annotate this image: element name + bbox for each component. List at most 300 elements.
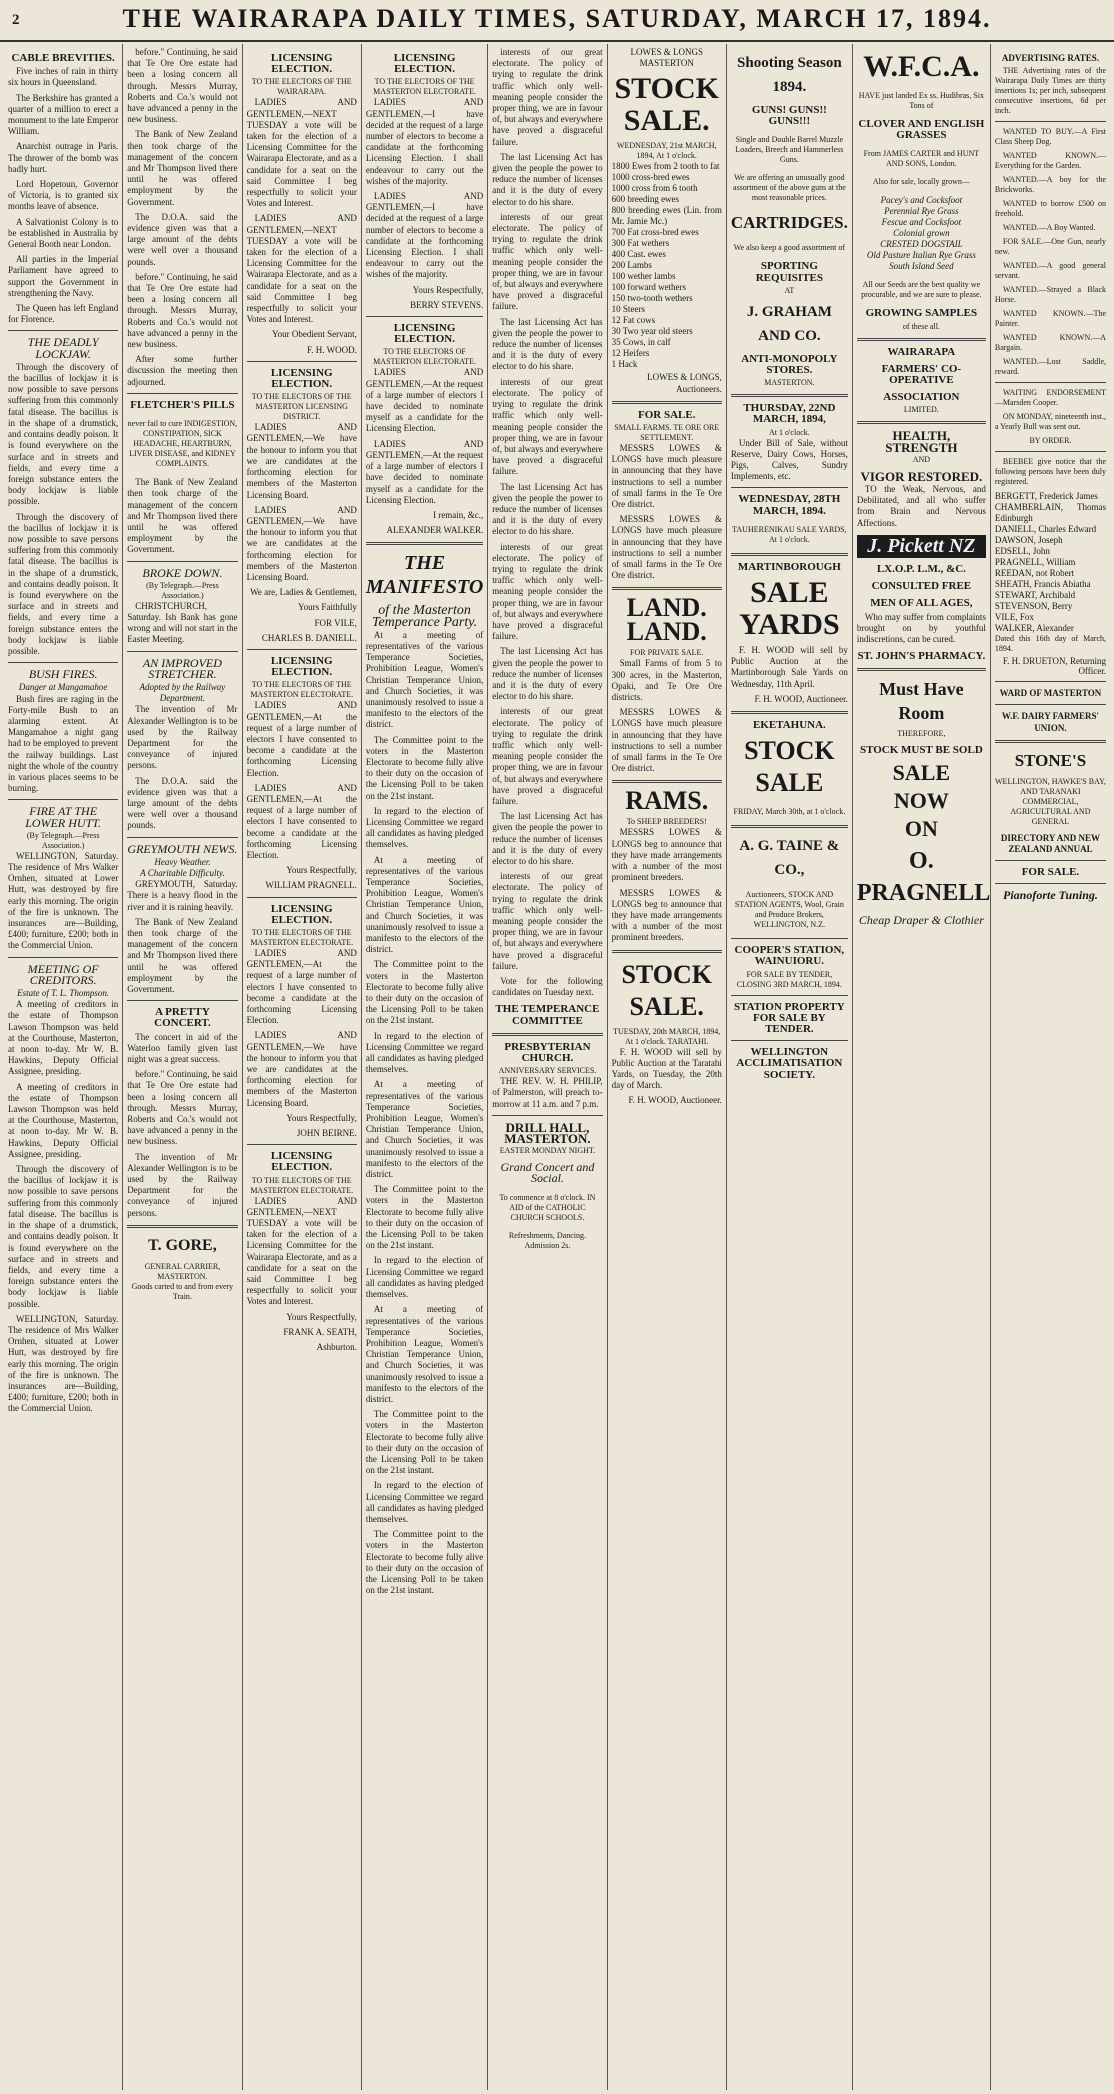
heading-pragnell: O. PRAGNELL (856, 847, 991, 906)
divider (731, 394, 848, 397)
advert-anti-monopoly: ANTI-MONOPOLY STORES. (741, 352, 838, 377)
stock-list-item: 12 Fat cows (611, 315, 656, 326)
paragraph: Through the discovery of the bacillus of lockjaw it is now possible to save persons suffering from this commonly fatal disease. The bacillus is in the shape of a drumstick, and contains deadly poison. It is found everywhere on the surface and in streets and fields, and every time a foreign substance enters the body lockjaw is liable possible. (8, 361, 119, 507)
divider (127, 1000, 237, 1001)
candidate-name: STEVENSON, Berry (994, 601, 1073, 612)
paragraph: interests of our great electorate. The policy of trying to regulate the drink traffic which only well-meaning people consider the proper thing, we are in favour of, but always and everywhere have proved a disgraceful failure. (492, 706, 603, 806)
subheading: FOR PRIVATE SALE. (630, 648, 704, 658)
stock-list-item: 1000 cross from 6 tooth (611, 183, 698, 194)
stock-list-item: 10 Steers (611, 304, 645, 315)
paragraph: The Committee point to the voters in the Masterton Electorate to become fully alive to their duty on the occasion of the Licensing Poll to be taken on the 21st instant. (365, 1529, 484, 1596)
divider (995, 121, 1106, 122)
stock-list-item: 400 Cast. ewes (611, 249, 666, 260)
signature: I remain, &c., (433, 509, 484, 520)
classified-item: WANTED KNOWN.—A Bargain. (994, 333, 1107, 353)
stock-list-item: 600 breeding ewes (611, 194, 680, 205)
divider (247, 1144, 357, 1145)
divider (247, 897, 357, 898)
divider (731, 1040, 848, 1041)
heading-guns: GUNS! GUNS!! GUNS!!! (751, 104, 827, 128)
paragraph: interests of our great electorate. The policy of trying to regulate the drink traffic which only well-meaning people consider the proper thing, we are in favour of, but always and everywhere have proved a disgraceful failure. (492, 47, 603, 147)
seed-list-item: South Island Seed (889, 261, 954, 272)
classified-item: WANTED.—Strayed a Black Horse. (994, 285, 1107, 305)
heading-greymouth-news: GREYMOUTH NEWS. (127, 841, 238, 856)
heading-acclimatisation: WELLINGTON ACCLIMATISATION SOCIETY. (736, 1046, 843, 1081)
paragraph: interests of our great electorate. The policy of trying to regulate the drink traffic which only well-meaning people consider the proper thing, we are in favour of, but always and everywhere have proved a disgraceful failure. (492, 376, 603, 477)
heading-licensing-election: LICENSING ELECTION. (270, 902, 333, 926)
heading-rams: RAMS. (625, 786, 709, 816)
subheading: A Charitable Difficulty. (140, 867, 225, 878)
divider (995, 740, 1106, 743)
heading-must-have-room: Must Have Room (879, 679, 964, 724)
stock-list (612, 161, 722, 370)
subheading: COMMERCIAL, AGRICULTURAL AND GENERAL (1010, 796, 1091, 826)
divider (492, 1033, 602, 1036)
subheading: TO THE ELECTORS OF THE MASTERTON LICENSING DISTRICT. (251, 392, 352, 422)
signature: We are, Ladies & Gentlemen, (250, 587, 357, 598)
candidate-name: SHEATH, Francis Abiatha (994, 579, 1091, 590)
paragraph: LADIES AND GENTLEMEN,—We have the honour to inform you that we are candidates at the forthcoming election for members of the Masterton Licensing Board. (246, 1030, 357, 1108)
paragraph: MESSRS LOWES & LONGS have much pleasure in announcing that they have instructions to sell a number of small farms in the Te Ore Ore district. (611, 443, 722, 510)
paragraph: The Bank of New Zealand then took charge of the management of the concern and Mr Thompson lived there until he was offered employment by the Government. (127, 129, 238, 207)
signature: WILLIAM PRAGNELL. (265, 880, 357, 891)
subheading: Heavy Weather. (154, 856, 211, 867)
paragraph: At a meeting of representatives of the various Temperance Societies, Prohibition League, Women's Christian Temperance Union, and Church Societies, it was unanimously resolved to issue a manifesto to the electors of the district. (365, 629, 484, 730)
subheading: CLOSING 3RD MARCH, 1894. (736, 979, 842, 989)
signature: Yours Respectfully, (412, 284, 484, 295)
stock-list-item: 35 Cows, in calf (611, 337, 671, 348)
paragraph: before." Continuing, he said that Te Ore Ore estate had been a losing concern all through. Messrs Murray, Roberts and Co.'s would not have advanced a penny in the new business. (127, 1069, 238, 1147)
signature: F. H. WOOD, Auctioneer. (754, 693, 848, 704)
divider (857, 421, 986, 424)
advert-text: AT (784, 285, 795, 295)
advert-text: Refreshments, Dancing. Admission 2s. (508, 1230, 586, 1250)
divider (492, 1115, 602, 1116)
stock-list-item: 800 breeding ewes (Lin. from Mr. Jamie Mc.) (611, 205, 722, 227)
advert-text: To commence at 8 o'clock. IN AID of the CATHOLIC CHURCH SCHOOLS. (499, 1192, 596, 1222)
column-7 (727, 44, 853, 2090)
subheading: TO THE ELECTORS OF THE MASTERTON ELECTORATE. (250, 928, 354, 947)
heading-sale: SALE (892, 759, 951, 785)
column-1 (4, 44, 123, 2090)
paragraph: The Bank of New Zealand then took charge of the management of the concern and Mr Thompson lived there until he was offered employment by the Government. (127, 477, 238, 555)
signature: F. H. DRUETON, Returning Officer. (1002, 656, 1107, 677)
paragraph: The Berkshire has granted a quarter of a million to erect a monument to the late Emperor William. (8, 92, 119, 137)
paragraph: The Queen has left England for Florence. (8, 303, 119, 325)
heading-sale-date: WEDNESDAY, 28TH MARCH, 1894. (738, 493, 841, 517)
heading-manifesto: THE MANIFESTO (365, 552, 484, 599)
candidate-name: REEDAN, not Robert (994, 568, 1075, 579)
heading-sale-yards: SALE YARDS (739, 576, 840, 642)
paragraph: The last Licensing Act has given the people the power to reduce the number of licenses and it is the duty of every elector to do his share. (492, 316, 603, 372)
paragraph: MESSRS LOWES & LONGS have much pleasure in announcing that they have instructions to sell a number of small farms in the Te Ore Ore district. (611, 514, 722, 581)
seed-list-item: Colonial grown (893, 228, 950, 239)
signature: F. H. WOOD, Auctioneer. (628, 1095, 722, 1106)
heading-advertising-rates: ADVERTISING RATES. (1001, 53, 1099, 63)
paragraph: The Committee point to the voters in the Masterton Electorate to become fully alive to their duty on the occasion of the Licensing Poll to be taken on the 21st instant. (365, 734, 484, 801)
stock-list-item: 100 wether lambs (611, 271, 676, 282)
heading-stones: STONE'S (1014, 750, 1087, 770)
heading-sale-date: THURSDAY, 22ND MARCH, 1894, (743, 402, 836, 426)
heading-coopers-station: COOPER'S STATION, WAINUIORU. (734, 944, 845, 968)
advert-text: TAUHERENIKAU SALE YARDS, At 1 o'clock. (732, 524, 847, 544)
heading-improved-stretcher: AN IMPROVED STRETCHER. (142, 655, 222, 681)
heading-on: ON (904, 815, 938, 841)
paragraph: Lord Hopetoun, Governor of Victoria, is to granted six months leave of absence. (8, 179, 119, 212)
paragraph: GREYMOUTH, Saturday. There is a heavy flood in the river and it is raining heavily. (127, 879, 238, 912)
paragraph: In regard to the election of Licensing Committee we regard all candidates as having pledged themselves. (365, 1480, 484, 1524)
heading-vigor: VIGOR RESTORED. (860, 468, 983, 484)
heading-men-all-ages: MEN OF ALL AGES, (870, 597, 973, 610)
paragraph: THE Advertising rates of the Wairarapa Daily Times are thirty insertions 1s; per inch, subsequent consecutive insertions, 6d per inch. (994, 66, 1107, 116)
divider (8, 799, 118, 800)
paragraph: MESSRS LOWES & LONGS beg to announce that they have made arrangements with a number of the most prominent breeders. (611, 887, 722, 943)
paragraph: BEEBEE give notice that the following persons have been duly registered. (994, 457, 1107, 487)
stock-list-item: 1800 Ewes from 2 tooth to fat (611, 161, 720, 172)
signature: Yours Respectfully, (286, 1112, 357, 1123)
column-8 (853, 44, 991, 2090)
heading-stock-must-be-sold: STOCK MUST BE SOLD (859, 744, 983, 757)
heading-stock-sale-2: STOCK SALE. (621, 959, 712, 1021)
advert-taine: A. G. TAINE & CO., (739, 838, 840, 879)
stock-list-item: 12 Heifers (611, 348, 650, 359)
paragraph: WAITING ENDORSEMENT—Marsden Cooper. (994, 388, 1107, 408)
candidate-name: WALKER, Alexander (994, 623, 1074, 634)
heading-directory: DIRECTORY AND NEW ZEALAND ANNUAL (1000, 832, 1101, 855)
divider (995, 883, 1106, 884)
seed-list-item: Perennial Rye Grass (884, 206, 959, 217)
subheading: TO THE ELECTORS OF THE MASTERTON ELECTORATE. (373, 77, 476, 97)
heading-shooting-season: Shooting Season 1894. (737, 55, 842, 95)
classified-item: WANTED.—Lost Saddle, reward. (994, 357, 1107, 377)
advert-text: Auctioneers, STOCK AND STATION AGENTS, Wool, Grain and Produce Brokers, WELLINGTON, N.Z. (734, 890, 844, 930)
paragraph: CHRISTCHURCH, Saturday. Ish Bank has gone wrong and will not start in the Easter Meeting. (127, 600, 238, 645)
paragraph: F. H. WOOD will sell by Public Auction at the Taratahi Yards, on Tuesday, the 20th day of March. (611, 1046, 722, 1091)
divider (731, 995, 848, 996)
paragraph: MESSRS LOWES & LONGS have much pleasure in announcing that they have instructions to sell a number of small farms in the Te Ore Ore district. (611, 707, 722, 774)
advert-text: We also keep a good assortment of (733, 243, 846, 253)
heading-wfca: W.F.C.A. (863, 50, 980, 83)
paragraph: Under Bill of Sale, without Reserve, Dairy Cows, Horses, Pigs, Calves, Sundry Implements, etc. (730, 437, 848, 482)
heading-licensing-election: LICENSING ELECTION. (270, 654, 333, 679)
heading-association: ASSOCIATION (883, 391, 960, 404)
subheading: of these all. (902, 321, 940, 331)
signature: BERRY STEVENS. (410, 299, 484, 310)
paragraph: LADIES AND GENTLEMEN,—I have decided at the request of a large number of electors to become a candidate at the forthcoming Licensing Election. I shall endeavour to carry out the wishes of the majority. (365, 97, 484, 186)
paragraph: LADIES AND GENTLEMEN,—At the request of a large number of electors I have decided to nominate myself as a candidate for the Licensing Election. (365, 438, 484, 505)
paragraph: A meeting of creditors in the estate of Thompson Lawson Thompson was held at the Courthouse, Masterton, at noon to-day. Mr W. B. Hawkins, Deputy Official Assignee, presiding. (8, 999, 119, 1077)
column-9 (991, 44, 1110, 2090)
classified-item: WANTED KNOWN.—The Painter. (994, 309, 1107, 329)
paragraph: The D.O.A. said the evidence given was that a large amount of the debts were well over a thousand pounds. (127, 775, 238, 831)
subheading: At 1 o'clock. (768, 427, 810, 437)
masthead (0, 0, 1114, 42)
paragraph: A meeting of creditors in the estate of Thompson Lawson Thompson was held at the Courthouse, Masterton, at noon to-day. Mr W. B. Hawkins, Deputy Official Assignee, presiding. (8, 1081, 119, 1159)
divider (247, 361, 357, 362)
by-order: BY ORDER. (1029, 436, 1072, 446)
heading-meeting-creditors: MEETING OF CREDITORS. (27, 961, 99, 987)
advert-text: All our Seeds are the best quality we procurable, and we are sure to please. (861, 280, 982, 300)
sale-date: TUESDAY, 20th MARCH, 1894, At 1 o'clock. TARATAHI. (613, 1026, 721, 1046)
advert-header: LOWES & LONGS (630, 47, 703, 57)
candidate-name: DAWSON, Joseph (994, 535, 1063, 546)
divider (8, 662, 118, 663)
stock-list-item: 100 forward wethers (611, 282, 687, 293)
heading-sporting-requisites: SPORTING REQUISITES (755, 260, 823, 284)
divider (857, 668, 986, 671)
paragraph: The Committee point to the voters in the Masterton Electorate to become fully alive to their duty on the occasion of the Licensing Poll to be taken on the 21st instant. (365, 1409, 484, 1476)
divider (731, 553, 848, 556)
heading-bush-fires: BUSH FIRES. (28, 667, 98, 682)
paragraph: The last Licensing Act has given the people the power to reduce the number of licenses and it is the duty of every elector to do his share. (492, 151, 603, 207)
subheading: To SHEEP BREEDERS! (626, 817, 707, 827)
divider (995, 451, 1106, 452)
divider (612, 950, 722, 953)
paragraph: At a meeting of representatives of the various Temperance Societies, Prohibition League, Women's Christian Temperance Union, and Church Societies, it was unanimously resolved to issue a manifesto to the electors of the district. (365, 854, 484, 955)
stock-list-item: 1000 cross-bred ewes (611, 172, 690, 183)
signature: JOHN BEIRNE. (296, 1128, 357, 1139)
signature: LOWES & LONGS, Auctioneers. (647, 372, 722, 394)
paragraph: Who may suffer from complaints brought on by youthful indiscretions, can be cured. (856, 611, 986, 645)
heading-pretty-concert: A PRETTY CONCERT. (154, 1006, 211, 1030)
signature: Yours Faithfully (297, 602, 357, 613)
column-2 (123, 44, 242, 2090)
stock-list-item: 1 Hack (611, 359, 638, 370)
paragraph: The invention of Mr Alexander Wellington is to be used by the Railway Department for the conveyance of injured persons. (127, 1151, 238, 1218)
paragraph: The D.O.A. said the evidence given was that a large amount of the debts were well over a thousand pounds. (127, 211, 238, 267)
paragraph: WELLINGTON, Saturday. The residence of Mrs Walker Ornhen, situated at Lower Hutt, was destroyed by fire early this morning. The origin of the fire is unknown. The insurances are—Building, £400; furniture, £200; both in the Commercial Union. (8, 1313, 119, 1414)
heading-consulted-free: CONSULTED FREE (871, 580, 972, 593)
candidate-name: BERGETT, Frederick James (994, 491, 1098, 502)
advert-text: We are offering an unusually good assortment of the above guns at the most reasonable prices. (732, 173, 846, 203)
signature: FOR VILE, (314, 617, 357, 628)
classified-item: FOR SALE.—One Gun, nearly new. (994, 237, 1107, 257)
candidate-list (995, 491, 1106, 634)
candidate-name: CHAMBERLAIN, Thomas Edinburgh (994, 502, 1107, 524)
divider (127, 1225, 237, 1228)
heading-licensing-election: LICENSING ELECTION. (393, 52, 456, 76)
subheading: Adopted by the Railway Department. (139, 681, 226, 704)
paragraph: The invention of Mr Alexander Wellington is to be used by the Railway Department for the conveyance of injured persons. (127, 704, 238, 771)
heading-cable-brevities: CABLE BREVITIES. (11, 52, 115, 64)
classified-item: WANTED TO BUY.—A First Class Sheep Dog. (994, 127, 1107, 147)
signature: Yours Respectfully, (286, 865, 357, 876)
heading-licensing-election: LICENSING ELECTION. (393, 322, 456, 346)
advert-header: MASTERTON (639, 58, 694, 69)
paragraph: LADIES AND GENTLEMEN,—I have decided at the request of a large number of electors to become a candidate at the forthcoming Licensing Election. I shall endeavour to carry out the wishes of the majority. (365, 191, 484, 280)
heading-eketahuna: EKETAHUNA. (752, 719, 826, 732)
subheading: SMALL FARMS. TE ORE ORE SETTLEMENT. (614, 423, 720, 443)
advert-graham: J. GRAHAM AND CO. (746, 303, 832, 344)
paragraph: At a meeting of representatives of the various Temperance Societies, Prohibition League, Women's Christian Temperance Union, and Church Societies, it was unanimously resolved to issue a manifesto to the electors of the district. (365, 1304, 484, 1404)
advert-gore-line: GENERAL CARRIER, MASTERTON. (144, 1261, 221, 1281)
stock-list-item: 150 two-tooth wethers (611, 293, 693, 304)
advert-text: MASTERTON. (764, 378, 815, 388)
divider (995, 704, 1106, 705)
paragraph: In regard to the election of Licensing Committee we regard all candidates as having pledged themselves. (365, 1030, 484, 1075)
divider (612, 587, 722, 590)
divider (127, 837, 237, 838)
subheading: Danger at Mangamahoe (18, 682, 108, 693)
heading-fletchers-pills: FLETCHER'S PILLS (130, 398, 235, 411)
heading-land: LAND. LAND. (626, 593, 707, 647)
candidate-name: EDSELL, John (994, 546, 1050, 557)
heading-pianoforte: Pianoforte Tuning. (1002, 888, 1098, 903)
heading-for-sale: FOR SALE. (1021, 866, 1080, 879)
subheading: Estate of T. L. Thompson. (17, 988, 110, 999)
paragraph: After some further discussion the meeting then adjourned. (127, 354, 238, 387)
paragraph: F. H. WOOD will sell by Public Auction at the Martinborough Sale Yards on Wednesday, 11th April. (730, 645, 848, 689)
paragraph: The Bank of New Zealand then took charge of the management of the concern and Mr Thompson lived there until he was offered employment by the Government. (127, 916, 238, 995)
subheading: THEREFORE, (897, 729, 946, 739)
classified-item: WANTED to borrow £500 on freehold. (994, 199, 1107, 219)
subheading: TO THE ELECTORS OF MASTERTON ELECTORATE. (373, 347, 476, 367)
heading-martinborough: MARTINBOROUGH (737, 560, 841, 573)
divider (995, 382, 1106, 383)
newspaper-title: THE WAIRARAPA DAILY TIMES, SATURDAY, MARCH 17, 1894. (122, 4, 992, 33)
paragraph: interests of our great electorate. The policy of trying to regulate the drink traffic which only well-meaning people consider the proper thing, we are in favour of, but always and everywhere have proved a disgraceful failure. (492, 871, 603, 971)
subheading: TO THE ELECTORS OF THE WAIRARAPA. (251, 77, 352, 97)
signature: CHARLES B. DANIELL. (261, 632, 357, 643)
heading-pharmacy: ST. JOHN'S PHARMACY. (857, 650, 986, 663)
candidate-name: VILE, Fox (994, 612, 1034, 623)
heading-cartridges: CARTRIDGES. (730, 213, 848, 233)
paragraph: LADIES AND GENTLEMEN,—At the request of a large number of electors I have consented to become a candidate at the forthcoming Licensing Election. (246, 948, 357, 1026)
paragraph: LADIES AND GENTLEMEN,—At the request of a large number of electors I have consented to become a candidate at the forthcoming Licensing Election. (246, 700, 357, 778)
classified-item: WANTED.—A Boy Wanted. (1002, 223, 1096, 233)
classified-item: WANTED.—A good general servant. (994, 261, 1107, 281)
divider (127, 393, 237, 394)
signature: Your Obedient Servant, (272, 329, 357, 340)
paragraph: The Committee point to the voters in the Masterton Electorate to become fully alive to their duty on the occasion of the Licensing Poll to be taken on the 21st instant. (365, 959, 484, 1026)
stock-list-item: 700 Fat cross-bred ewes (611, 227, 699, 238)
sale-date: WEDNESDAY, 21st MARCH, 1894, At 1 o'clock. (616, 141, 717, 161)
paragraph: Anarchist outrage in Paris. The thrower of the bomb was badly hurt. (8, 141, 119, 174)
paragraph: TO the Weak, Nervous, and Debilitated, and all who suffer from Brain and Nervous Affections. (856, 484, 986, 528)
divider (857, 338, 986, 341)
subheading: FOR SALE BY TENDER, (746, 969, 833, 979)
paragraph: LADIES AND GENTLEMEN,—We have the honour to inform you that we are candidates at the forthcoming election for members of the Masterton Licensing Board. (246, 504, 357, 582)
signature: FRANK A. SEATH, (283, 1326, 357, 1337)
subheading: ANNIVERSARY SERVICES. (498, 1066, 597, 1076)
paragraph: LADIES AND GENTLEMEN,—At the request of a large number of electors I have consented to become a candidate at the forthcoming Licensing Election. (246, 782, 357, 860)
heading-clover-grasses: CLOVER AND ENGLISH GRASSES (858, 118, 985, 142)
heading-stock-sale-3: STOCK SALE (744, 736, 835, 798)
heading-drill-hall: DRILL HALL, MASTERTON. (504, 1119, 591, 1147)
paragraph: All parties in the Imperial Parliament have agreed to support the Government in strengthening the Navy. (8, 254, 119, 298)
divider (731, 487, 848, 488)
stock-list-item: 30 Two year old steers (611, 326, 693, 337)
subheading: TO THE ELECTORS OF THE MASTERTON ELECTORATE. (250, 680, 354, 700)
heading-ward: WARD OF MASTERTON (999, 688, 1102, 699)
heading-dairy-union: W.F. DAIRY FARMERS' UNION. (1001, 711, 1099, 733)
heading-deadly-lockjaw: THE DEADLY LOCKJAW. (27, 335, 99, 361)
dated: Dated this 16th day of March, 1894. (994, 634, 1107, 654)
divider (247, 649, 357, 650)
paragraph: In regard to the election of Licensing Committee we regard all candidates as having pledged themselves. (365, 1255, 484, 1300)
heading-licensing-election: LICENSING ELECTION. (270, 52, 333, 76)
paragraph: The Committee point to the voters in the Masterton Electorate to become fully alive to their duty on the occasion of the Licensing Poll to be taken on the 21st instant. (365, 1184, 484, 1251)
divider (8, 330, 118, 331)
paragraph: The last Licensing Act has given the people the power to reduce the number of licenses and it is the duty of every elector to do his share. (492, 481, 603, 537)
advert-gore-name: T. GORE, (148, 1236, 217, 1254)
paragraph: Vote for the following candidates on Tuesday next. (492, 976, 603, 998)
divider (995, 860, 1106, 861)
paragraph: The last Licensing Act has given the people the power to reduce the number of licenses and it is the duty of every elector to do his share. (492, 811, 603, 867)
paragraph: The last Licensing Act has given the people the power to reduce the number of licenses and it is the duty of every elector to do his share. (492, 646, 603, 702)
subheading: EASTER MONDAY NIGHT. (499, 1146, 596, 1156)
classified-item: WANTED KNOWN.—Everything for the Garden. (994, 151, 1107, 171)
seed-list-item: Fescue and Cocksfoot (881, 217, 962, 228)
signature: F. H. WOOD. (306, 344, 357, 355)
paragraph: Small Farms of from 5 to 300 acres, in the Masterton, Opaki, and Te Ore Ore districts. (611, 658, 722, 703)
heading-for-sale: FOR SALE. (637, 408, 696, 421)
heading-fire-lower-hutt: FIRE AT THE LOWER HUTT. (25, 804, 102, 830)
heading-licensing-election: LICENSING ELECTION. (270, 366, 333, 391)
heading-farmers-coop: FARMERS' CO-OPERATIVE (881, 362, 962, 387)
stock-list-item: 300 Fat wethers (611, 238, 670, 249)
divider (127, 651, 237, 652)
paragraph: The concert in aid of the Waterloo family given last night was a great success. (127, 1031, 238, 1065)
divider (612, 780, 722, 783)
paragraph: interests of our great electorate. The policy of trying to regulate the drink traffic which only well-meaning people consider the proper thing, we are in favour of, but always and everywhere have proved a disgraceful failure. (492, 211, 603, 312)
candidate-name: DANIELL, Charles Edward (994, 524, 1097, 535)
advert-text: Single and Double Barrel Muzzle Loaders, Breech and Hammerless Guns. (735, 135, 844, 165)
heading-station-property: STATION PROPERTY FOR SALE BY TENDER. (733, 1000, 845, 1036)
subheading: TO THE ELECTORS OF THE MASTERTON ELECTORATE. (250, 1175, 354, 1195)
paragraph: THE REV. W. H. PHILIP, of Palmerston, will preach to-morrow at 11 a.m. and 7 p.m. (492, 1076, 603, 1109)
divider (366, 542, 483, 545)
column-4 (362, 44, 488, 2090)
subheading-draper: Cheap Draper & Clothier (858, 912, 984, 927)
heading-licensing-election: LICENSING ELECTION. (270, 1150, 333, 1174)
classified-item: WANTED.—A boy for the Brickworks. (994, 175, 1107, 195)
advert-text: HAVE just landed Ex ss. Hudibras, Six Tons of (858, 91, 984, 110)
heading-wairarapa: WAIRARAPA (887, 345, 956, 358)
divider (127, 561, 237, 562)
divider (731, 825, 848, 828)
paragraph: ON MONDAY, nineteenth inst., a Yearly Bull was sent out. (994, 412, 1107, 432)
paragraph: before." Continuing, he said that Te Ore Ore estate had been a losing concern all through. Messrs Murray, Roberts and Co.'s would not have advanced a penny in the new business. (127, 271, 238, 350)
signature: Ashburton. (316, 1342, 357, 1353)
paragraph: WELLINGTON, Saturday. The residence of Mrs Walker Ornhen, situated at Lower Hutt, was destroyed by fire early this morning. The origin of the fire is unknown. The insurances are—Building, £400; furniture, £200; both in the Commercial Union. (8, 850, 119, 951)
seed-list (857, 195, 986, 272)
paragraph: LADIES AND GENTLEMEN,—We have the honour to inform you that we are candidates at the forthcoming election for members of the Masterton Licensing Board. (246, 422, 357, 500)
divider (731, 938, 848, 939)
subheading: (By Telegraph.—Press Association.) (26, 830, 100, 850)
heading-stock-sale: STOCK SALE. (614, 72, 719, 138)
seed-list-item: CRESTED DOGSTAIL (880, 239, 963, 250)
divider (366, 316, 483, 317)
column-3 (243, 44, 362, 2090)
columns (4, 44, 1110, 2090)
signature: ALEXANDER WALKER. (386, 525, 484, 536)
subheading: LIMITED. (903, 405, 939, 415)
advert-text: never fail to cure INDIGESTION, CONSTIPATION, SICK HEADACHE, HEARTBURN, LIVER DISEASE, and KIDNEY COMPLAINTS. (127, 419, 238, 469)
heading-presbyterian-church: PRESBYTERIAN CHURCH. (504, 1040, 591, 1065)
paragraph: Bush fires are raging in the Forty-mile Bush to an alarming extent. At Mangamahoe a night gang had to be employed to prevent the railway buildings. Last night the whole of the country in various places seems to be burning. (8, 693, 119, 794)
column-6 (608, 44, 727, 2090)
paragraph: A Salvationist Colony is to be established in Australia by General Booth near London. (8, 216, 119, 250)
paragraph: LADIES AND GENTLEMEN,—NEXT TUESDAY a vote will be taken for the election of a Licensing Committee for the Wairarapa Electorate, and as a candidate for a seat on the said Committee I beg respectfully to solicit your Votes and Interest. (246, 97, 357, 209)
heading-and: AND (912, 454, 931, 464)
paragraph: before." Continuing, he said that Te Ore Ore estate had been a losing concern all through. Messrs Murray, Roberts and Co.'s would not have advanced a penny in the new business. (127, 47, 238, 125)
signature-temperance-committee: THE TEMPERANCE COMMITTEE (495, 1003, 600, 1027)
divider (612, 401, 722, 404)
heading-growing-samples: GROWING SAMPLES (865, 307, 978, 320)
seed-list-item: Pacey's and Cocksfoot (880, 195, 963, 206)
candidate-name: PRAGNELL, William (994, 557, 1076, 568)
